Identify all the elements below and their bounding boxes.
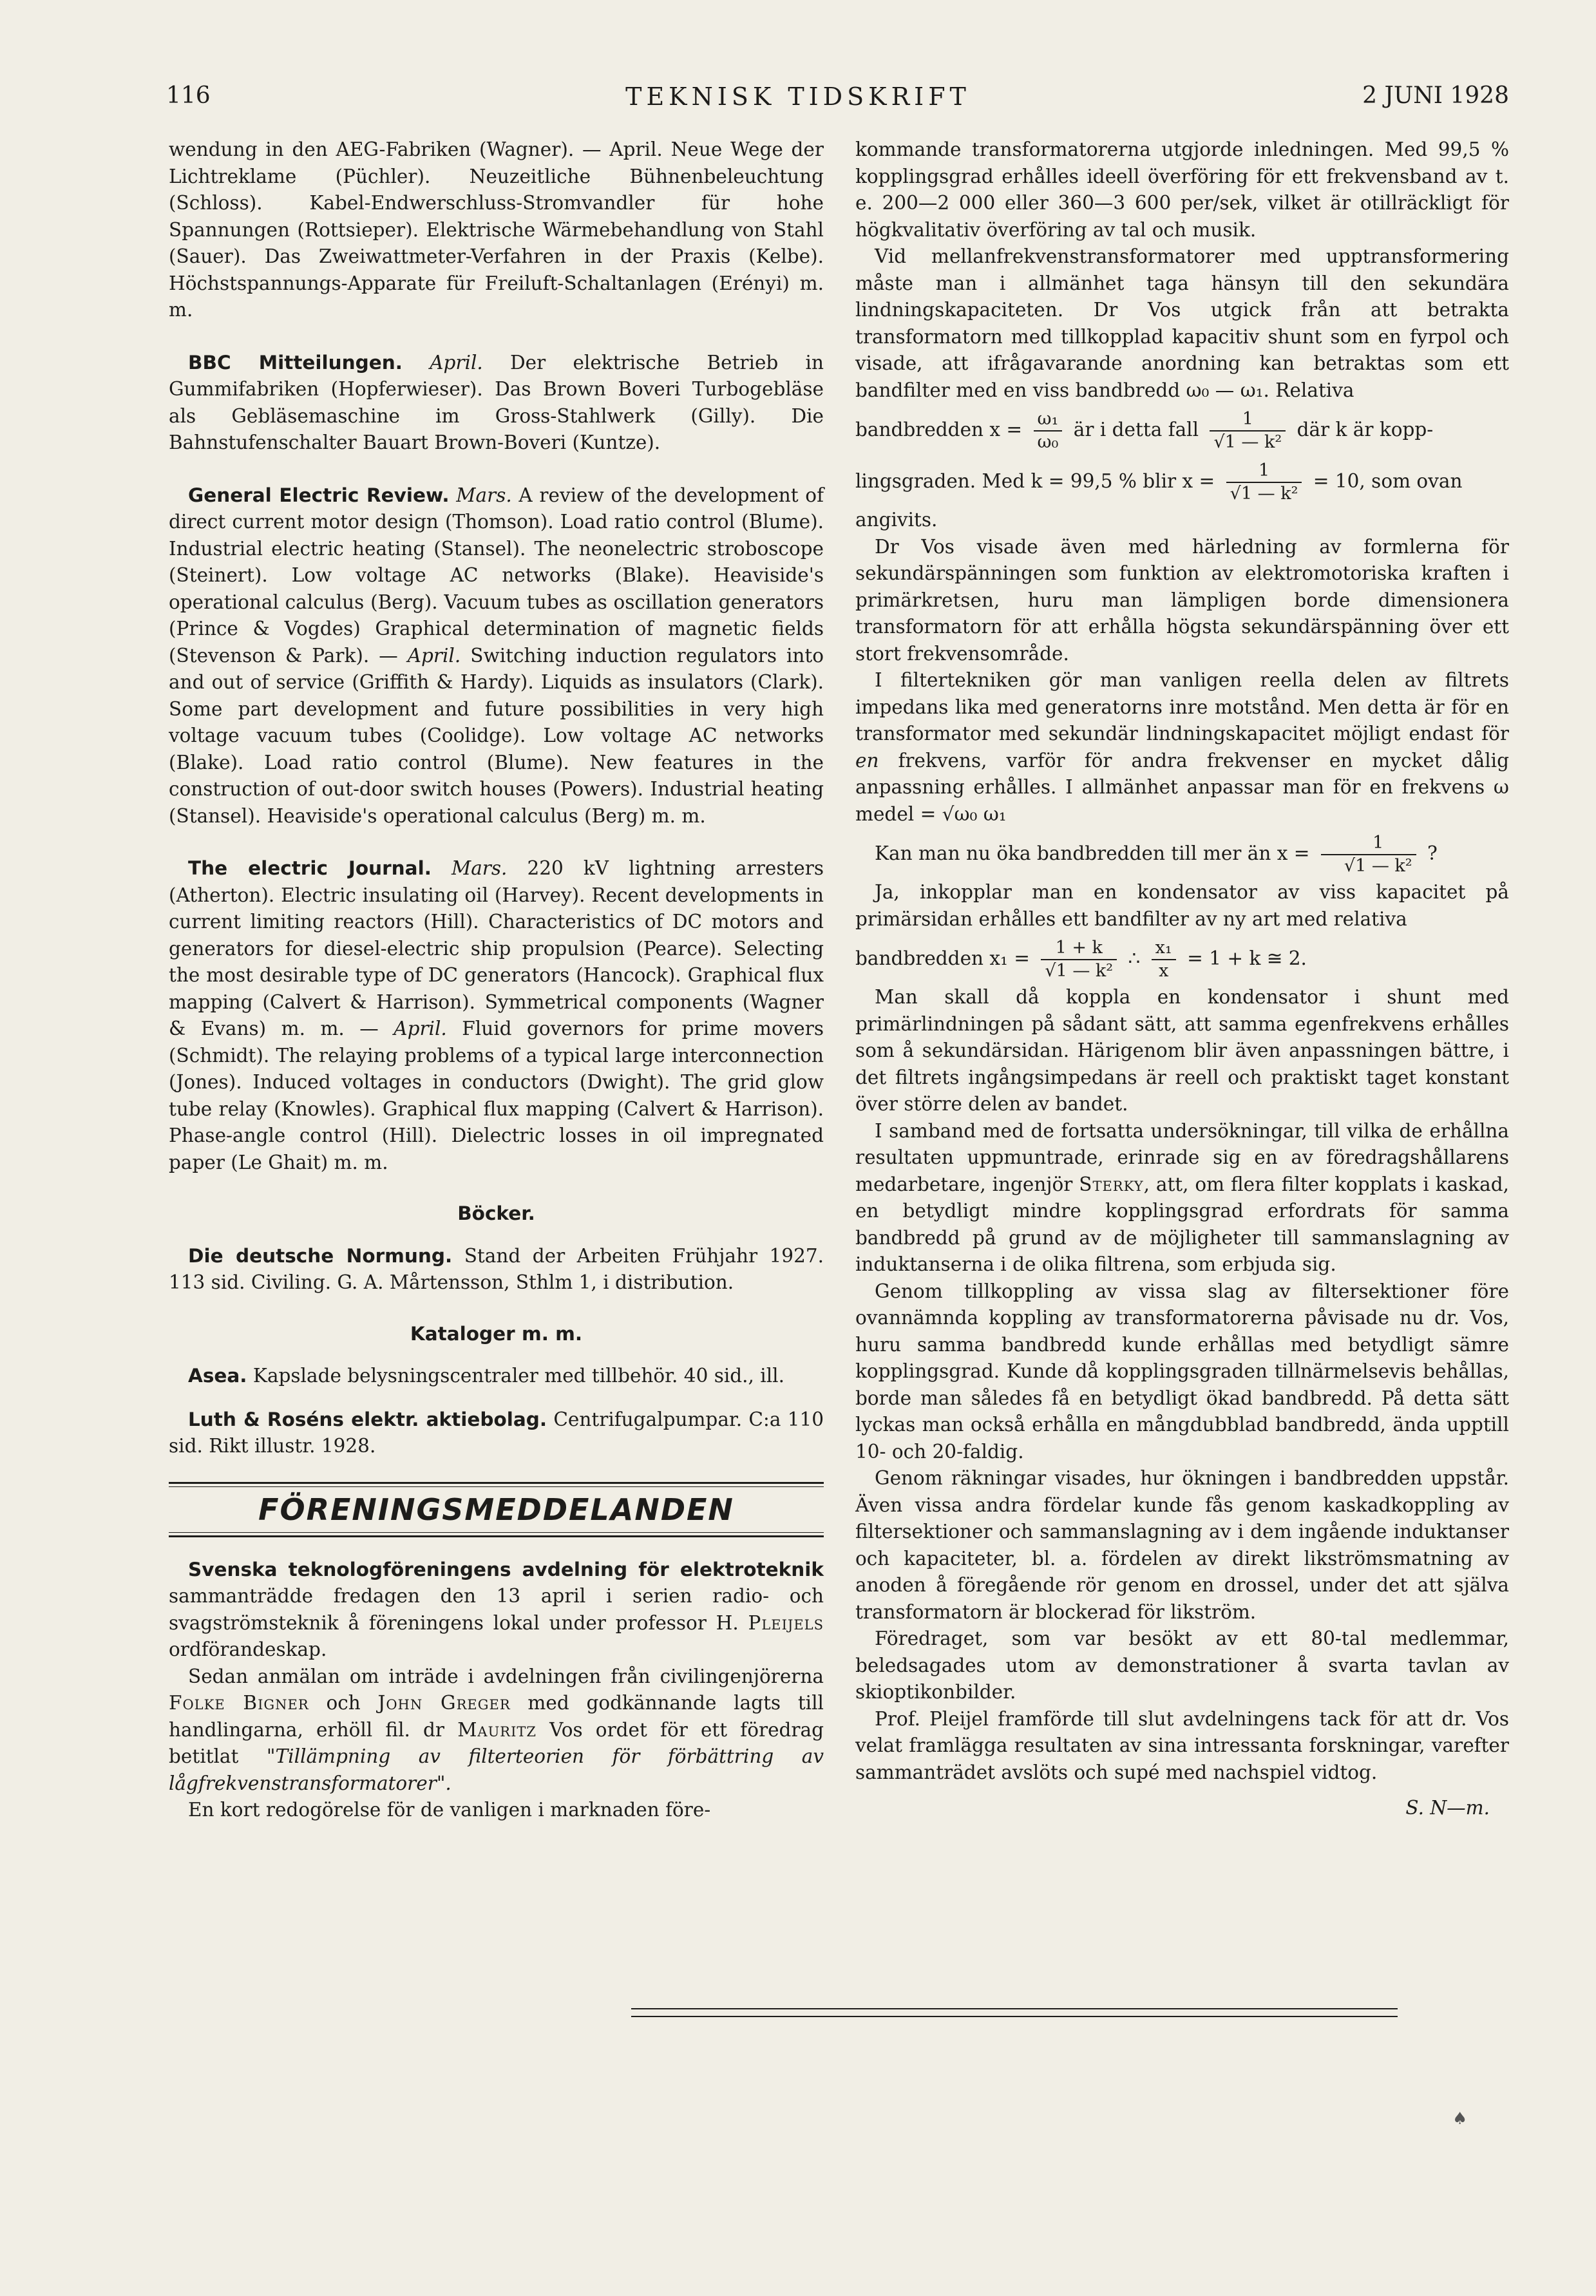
- dn-text: Stand der Arbeiten Frühjahr 1927. 113 sid. Civiling. G. A. Mårtensson, Sthlm 1, i distribution.: [169, 1244, 824, 1293]
- bbc-month: April.: [430, 351, 483, 374]
- section-banner: [169, 1482, 824, 1537]
- books-heading: Böcker.: [457, 1202, 535, 1224]
- text-run: , att, om flera filter kopplats i kaskad, en betydligt mindre kopplingsgrad erfordrats för samma bandbredd på grund av de möjligheter till sammanslagning av induktanserna i de olika filtrena, som erbjuda sig.: [855, 1173, 1509, 1275]
- formula-new-bandwidth: [855, 933, 1509, 984]
- paragraph: [855, 667, 1509, 828]
- luth-entry: [169, 1407, 824, 1460]
- footer-rule: [631, 2008, 1398, 2017]
- svt-entry: [169, 1557, 824, 1664]
- formula-text: är i detta fall: [1073, 419, 1199, 441]
- paragraph: angivits.: [855, 509, 938, 531]
- right-column: [855, 137, 1509, 1822]
- ger-title: General Electric Review.: [188, 484, 450, 506]
- ger-month: Mars.: [456, 484, 512, 506]
- paragraph: Dr Vos visade även med härledning av formlerna för sekundärspänningen som funktion av elektromotoriska kraften i primärkretsen, huru man lämpligen borde dimensionera transformatorn för att erhålla högsta sekundärspänning över ett stort frekvensområde.: [855, 535, 1509, 665]
- catalogs-heading: Kataloger m. m.: [410, 1322, 583, 1345]
- text-run: och: [326, 1692, 361, 1714]
- journal-title: TEKNISK TIDSKRIFT: [625, 82, 971, 111]
- person-name: John Greger: [377, 1692, 511, 1714]
- page-number: 116: [166, 82, 211, 109]
- svt-name: Pleijels: [748, 1611, 824, 1634]
- formula-text: ∴: [1128, 947, 1141, 969]
- paragraph: kommande transformatorerna utgjorde inledningen. Med 99,5 % kopplingsgrad erhålles ideell överföring för ett frekvensband av t. e. 200—2 000 eller 360—3 600 per/sek, vilket är otillräckligt för högkvalitativ överföring av tal och musik.: [855, 138, 1509, 241]
- asea-text: Kapslade belysningscentraler med tillbehör. 40 sid., ill.: [252, 1365, 784, 1387]
- left-column: [169, 137, 824, 1824]
- ej-text: 220 kV lightning arresters (Atherton). Electric insulating oil (Harvey). Recent developments in current limiting reactors (Hill). Characteristics of DC motors and generators for diesel-electric ship propulsion (Pearce). Selecting the most desirable type of DC generators (Hancock). Graphical flux mapping (Calvert & Harrison). Symmetrical components (Wagner & Evans) m. m. —: [169, 857, 824, 1039]
- ej-text-2: Fluid governors for prime movers (Schmidt). The relaying problems of a typical large interconnection (Jones). Induced voltages in conductors (Dwight). The grid glow tube relay (Knowles). Graphical flux mapping (Calvert & Harrison). Phase-angle control (Hill). Dielectric losses in oil impregnated paper (Le Ghait) m. m.: [169, 1018, 824, 1173]
- ger-text: A review of the development of direct current motor design (Thomson). Load ratio control (Blume). Industrial electric heating (Stansel). The neonelectric stroboscope (Steinert). Low voltage AC networks (Blake). Heaviside's operational calculus (Berg). Vacuum tubes as oscillation generators (Prince & Vogdes) Graphical determination of magnetic fields (Stevenson & Park). —: [169, 484, 824, 667]
- svt-paragraph-3: En kort redogörelse för de vanligen i marknaden före-: [188, 1799, 711, 1821]
- formula-relative-bandwidth: [855, 404, 1509, 455]
- formula-coupling: [855, 455, 1509, 507]
- text-run: I samband med de fortsatta undersökningar, till vilka de erhållna resultaten uppmuntrade, erinrade sig en av föredragshållarens medarbetare, ingenjör: [855, 1119, 1509, 1195]
- text-run: Sedan anmälan om inträde i avdelningen från civilingenjörerna: [188, 1665, 824, 1687]
- fraction: [1321, 832, 1416, 877]
- asea-title: Asea.: [188, 1365, 247, 1387]
- paragraph: Genom tillkoppling av vissa slag av filtersektioner före ovannämnda koppling av transformatorerna påvisade nu dr. Vos, huru samma bandbredd kunde erhållas med betydligt sämre kopplingsgrad. Kunde då kopplingsgraden tillnärmelsevis behållas, borde man således få en betydligt ökad bandbredd. På detta sätt lyckas man också erhålla en mångdubblad bandbredd, ända upptill 10- och 20-faldig.: [855, 1280, 1509, 1463]
- formula-text: bandbredden x₁ =: [855, 947, 1030, 969]
- fraction: [1034, 408, 1063, 453]
- fraction: [1226, 460, 1302, 505]
- text-run: I filtertekniken gör man vanligen reella delen av filtrets impedans lika med generatorns inre motstånd. Men detta är för en transformator med sekundär lindningskapacitet möjligt endast för: [855, 669, 1509, 745]
- svt-text-b: ordförandeskap.: [169, 1638, 327, 1660]
- person-name: Sterky: [1079, 1173, 1144, 1195]
- svt-paragraph-2: [169, 1664, 824, 1798]
- denominator: √1 — k²: [1213, 432, 1282, 452]
- formula-text: = 1 + k ≅ 2.: [1187, 947, 1307, 969]
- numerator: 1 + k: [1041, 937, 1117, 960]
- numerator: 1: [1210, 408, 1286, 432]
- denominator: √1 — k²: [1344, 856, 1412, 876]
- text-run: frekvens, varför för andra frekvenser en mycket dålig anpassning erhålles. I allmänhet anpassar man för en frekvens ω medel = √ω₀ ω₁: [855, 749, 1509, 825]
- person-name: Mauritz: [457, 1718, 537, 1741]
- formula-text: ?: [1427, 842, 1438, 864]
- paragraph: wendung in den AEG-Fabriken (Wagner). — April. Neue Wege der Lichtreklame (Püchler). Neuzeitliche Bühnenbeleuchtung (Schloss). Kabel-Endwerschluss-Stromvandler für hohe Spannungen (Rottsieper). Elektrische Wärmebehandlung von Stahl (Sauer). Das Zweiwattmeter-Verfahren in der Praxis (Kelbe). Höchstspannungs-Apparate für Freiluft-Schaltanlagen (Erényi) m. m.: [169, 138, 824, 321]
- paragraph: [855, 1118, 1509, 1278]
- ej-month-2: April.: [394, 1018, 447, 1039]
- fraction: [1041, 937, 1117, 982]
- paragraph: Prof. Pleijel framförde till slut avdelningens tack för att dr. Vos velat framlägga resultaten av sina intressanta forskningar, varefter sammanträdet avslöts och supé med nachspiel vidtog.: [855, 1707, 1509, 1783]
- emphasis: en: [855, 749, 879, 772]
- numerator: x₁: [1152, 937, 1176, 960]
- svt-text: sammanträdde fredagen den 13 april i serien radio- och svagströmsteknik å föreningens lokal under professor H.: [169, 1585, 824, 1634]
- issue-date: 2 JUNI 1928: [1362, 82, 1509, 109]
- bbc-text: Der elektrische Betrieb in Gummifabriken (Hopferwieser). Das Brown Boveri Turbogebläse als Gebläsemaschine im Gross-Stahlwerk (Gilly). Die Bahnstufenschalter Bauart Brown-Boveri (Kuntze).: [169, 351, 824, 453]
- paragraph: Föredraget, som var besökt av ett 80-tal medlemmar, beledsagades utom av demonstrationer å svarta tavlan av skioptikonbilder.: [855, 1627, 1509, 1703]
- bbc-title: BBC Mitteilungen.: [188, 351, 403, 374]
- ej-title: The electric Journal.: [188, 857, 432, 879]
- talk-title: "Tillämpning av filterteorien för förbättring av lågfrekvenstransformatorer".: [169, 1745, 824, 1794]
- fraction: [1210, 408, 1286, 453]
- bbc-entry: [169, 350, 824, 457]
- ger-text-2: Switching induction regulators into and out of service (Griffith & Hardy). Liquids as insulators (Clark). Some part development and future possibilities in very high voltage vacuum tubes (Coolidge). Low voltage AC networks (Blake). Load ratio control (Blume). New features in the construction of out-door switch houses (Powers). Industrial heating (Stansel). Heaviside's operational calculus (Berg) m. m.: [169, 644, 824, 827]
- signature: S. N—m.: [1405, 1797, 1490, 1819]
- svt-title: Svenska teknologföreningens avdelning för elektroteknik: [188, 1558, 824, 1580]
- paragraph: Genom räkningar visades, hur ökningen i bandbredden uppstår. Även vissa andra fördelar kunde fås genom kaskadkoppling av filtersektioner och sammanslagning av i dem ingående induktanser och kapaciteter, bl. a. fördelen av direkt likströmsmatning av anoden å föregående rör genom en drossel, under det att själva transformatorn är blockerad för likström.: [855, 1467, 1509, 1623]
- formula-text: = 10, som ovan: [1313, 470, 1463, 492]
- text-run: Vos ordet för ett föredrag betitlat: [169, 1718, 824, 1767]
- denominator: √1 — k²: [1230, 484, 1298, 504]
- section-banner-title: FÖRENINGSMEDDELANDEN: [169, 1486, 824, 1533]
- text-run: med godkännande lagts till handlingarna, erhöll fil. dr: [169, 1692, 824, 1741]
- asea-entry: [169, 1363, 824, 1390]
- formula-text: bandbredden x =: [855, 419, 1023, 441]
- formula-text: Kan man nu öka bandbredden till mer än x =: [875, 842, 1310, 864]
- ger-month-2: April.: [407, 644, 461, 667]
- formula-question: [855, 828, 1509, 879]
- dn-title: Die deutsche Normung.: [188, 1244, 453, 1267]
- numerator: 1: [1226, 460, 1302, 483]
- fraction: [1152, 937, 1176, 982]
- ej-entry: [169, 855, 824, 1176]
- luth-text: Centrifugalpumpar. C:a 110 sid. Rikt illustr. 1928.: [169, 1408, 824, 1457]
- ej-month: Mars.: [451, 857, 508, 879]
- person-name: Folke Bigner: [169, 1692, 309, 1714]
- numerator: ω₁: [1034, 408, 1063, 432]
- denominator: √1 — k²: [1045, 961, 1114, 981]
- luth-title: Luth & Roséns elektr. aktiebolag.: [188, 1408, 547, 1430]
- ger-entry: [169, 482, 824, 830]
- denominator: ω₀: [1037, 432, 1059, 452]
- numerator: 1: [1321, 832, 1416, 855]
- formula-text: där k är kopp-: [1297, 419, 1434, 441]
- ornament-mark: ♠: [1452, 2109, 1468, 2129]
- dn-entry: [169, 1243, 824, 1296]
- paragraph: Man skall då koppla en kondensator i shunt med primärlindningen på sådant sätt, att samma egenfrekvens erhålles som å sekundärsidan. Härigenom blir även anpassningen bättre, i det filtrets ingångsimpedans är reell och praktiskt taget konstant över större delen av bandet.: [855, 986, 1509, 1115]
- denominator: x: [1159, 961, 1169, 981]
- paragraph: Ja, inkopplar man en kondensator av viss kapacitet på primärsidan erhålles ett bandfilter av ny art med relativa: [855, 881, 1509, 930]
- paragraph: Vid mellanfrekvenstransformatorer med upptransformering måste man i allmänhet taga hänsyn till den sekundära lindningskapaciteten. Dr Vos utgick från att betrakta transformatorn med tillkopplad kapacitiv shunt som en fyrpol och visade, att ifrågavarande anordning kan betraktas som ett bandfilter med en viss bandbredd ω₀ — ω₁. Relativa: [855, 245, 1509, 401]
- formula-text: lingsgraden. Med k = 99,5 % blir x =: [855, 470, 1215, 492]
